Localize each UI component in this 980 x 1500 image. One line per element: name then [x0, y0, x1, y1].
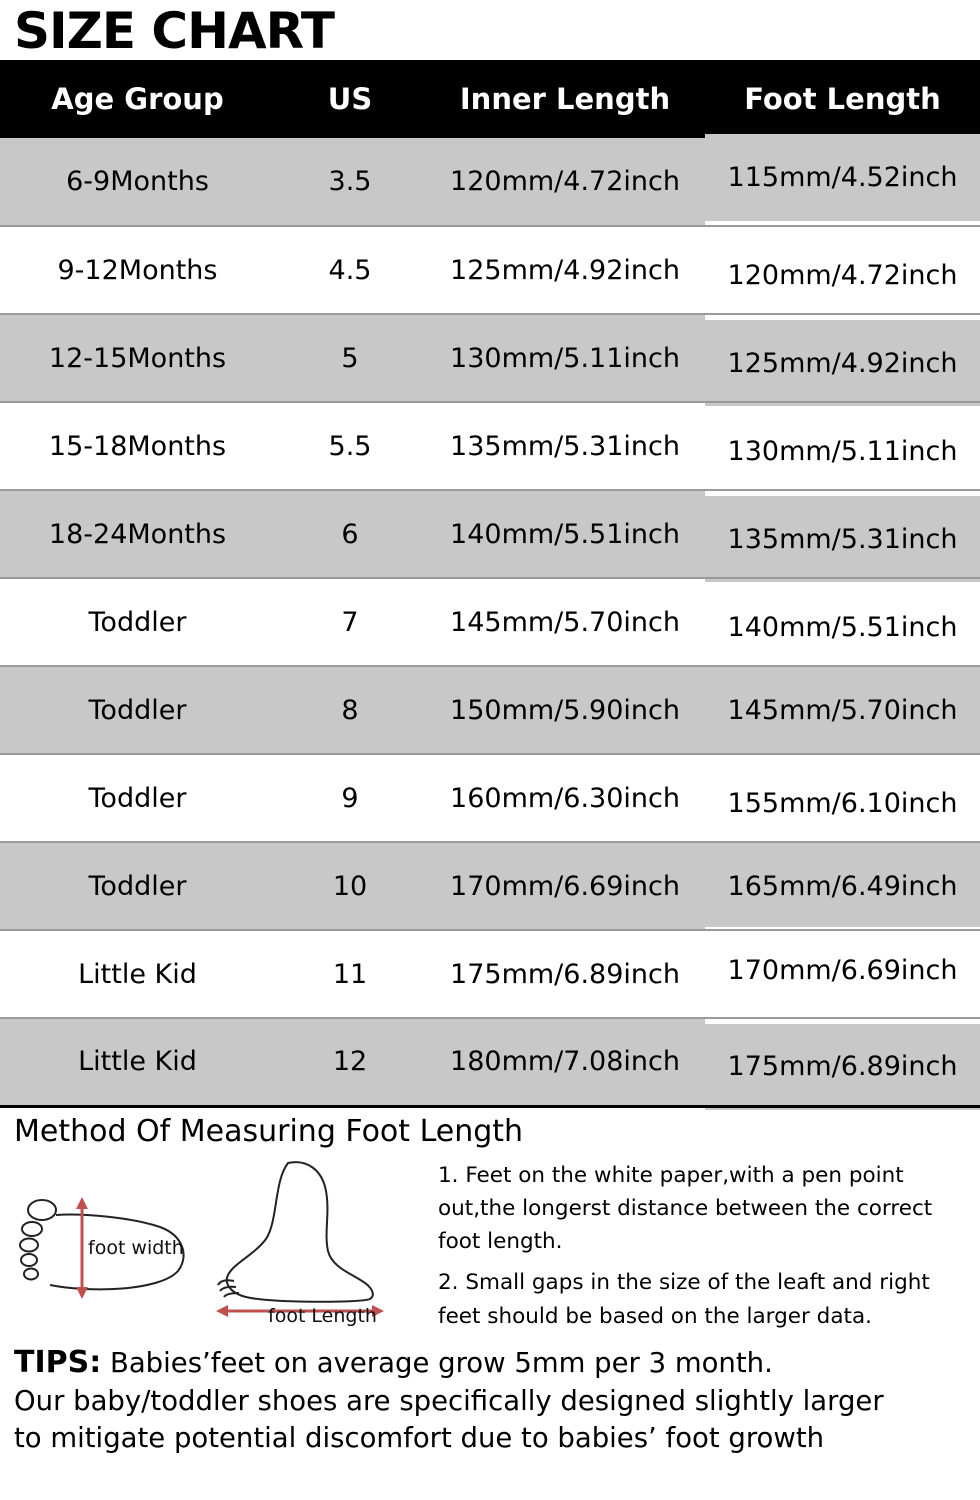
foot-length-diagram	[210, 1155, 415, 1325]
foot-diagrams	[10, 1155, 430, 1325]
cell-inner-length: 120mm/4.72inch	[425, 138, 705, 226]
cell-us: 9	[275, 754, 425, 842]
cell-foot-length: 115mm/4.52inch	[705, 134, 980, 222]
cell-us: 10	[275, 842, 425, 930]
tips-line-2: Our baby/toddler shoes are specifically designed slightly larger	[14, 1384, 884, 1417]
table-row	[0, 930, 980, 1018]
table-body	[0, 138, 980, 1106]
cell-age-group: Toddler	[0, 842, 275, 930]
table-row	[0, 314, 980, 402]
table-row	[0, 402, 980, 490]
size-chart-table	[0, 60, 980, 1108]
cell-age-group: 9-12Months	[0, 226, 275, 314]
cell-foot-length: 175mm/6.89inch	[705, 1023, 980, 1111]
cell-us: 12	[275, 1018, 425, 1106]
cell-us: 11	[275, 930, 425, 1018]
cell-inner-length: 170mm/6.69inch	[425, 842, 705, 930]
table-header	[0, 60, 980, 138]
cell-foot-length: 135mm/5.31inch	[705, 495, 980, 583]
table-header-row	[0, 60, 980, 138]
cell-us: 5.5	[275, 402, 425, 490]
cell-inner-length: 175mm/6.89inch	[425, 930, 705, 1018]
method-section	[0, 1151, 980, 1342]
cell-inner-length: 135mm/5.31inch	[425, 402, 705, 490]
cell-inner-length: 160mm/6.30inch	[425, 754, 705, 842]
cell-foot-length: 155mm/6.10inch	[705, 759, 980, 847]
cell-age-group: 12-15Months	[0, 314, 275, 402]
tips-text-1: Babies’feet on average grow 5mm per 3 month.	[109, 1347, 773, 1380]
cell-foot-length: 170mm/6.69inch	[705, 926, 980, 1014]
cell-age-group: 18-24Months	[0, 490, 275, 578]
cell-inner-length: 130mm/5.11inch	[425, 314, 705, 402]
foot-width-caption: foot width	[88, 1236, 184, 1259]
tips-label: TIPS:	[14, 1345, 102, 1381]
tips-line-1	[14, 1343, 970, 1383]
cell-age-group: 15-18Months	[0, 402, 275, 490]
cell-foot-length: 125mm/4.92inch	[705, 319, 980, 407]
cell-foot-length: 145mm/5.70inch	[705, 666, 980, 754]
column-header-inner-length: Inner Length	[459, 82, 671, 116]
cell-age-group: Little Kid	[0, 1018, 275, 1106]
column-header-foot-length: Foot Length	[744, 82, 941, 116]
note-2: 2. Small gaps in the size of the leaft and right feet should be based on the larger data.	[438, 1270, 930, 1329]
cell-foot-length: 165mm/6.49inch	[705, 842, 980, 930]
page-title: SIZE CHART	[14, 2, 335, 60]
cell-age-group: Toddler	[0, 754, 275, 842]
foot-width-diagram	[10, 1175, 210, 1325]
table-row	[0, 1018, 980, 1106]
table-row	[0, 490, 980, 578]
cell-foot-length: 140mm/5.51inch	[705, 583, 980, 671]
column-header-us: US	[327, 82, 373, 116]
cell-us: 6	[275, 490, 425, 578]
table-row	[0, 226, 980, 314]
cell-foot-length: 130mm/5.11inch	[705, 407, 980, 495]
method-heading: Method Of Measuring Foot Length	[14, 1113, 524, 1149]
cell-age-group: 6-9Months	[0, 138, 275, 226]
table-row	[0, 138, 980, 226]
note-1: 1. Feet on the white paper,with a pen point out,the longerst distance between the correct foot length.	[438, 1162, 933, 1255]
cell-inner-length: 150mm/5.90inch	[425, 666, 705, 754]
cell-us: 5	[275, 314, 425, 402]
cell-foot-length: 120mm/4.72inch	[705, 231, 980, 319]
table-row	[0, 754, 980, 842]
foot-length-caption: foot Length	[268, 1304, 377, 1327]
tips-line-3: to mitigate potential discomfort due to babies’ foot growth	[14, 1421, 825, 1454]
cell-inner-length: 140mm/5.51inch	[425, 490, 705, 578]
table-row	[0, 842, 980, 930]
table-row	[0, 666, 980, 754]
cell-us: 7	[275, 578, 425, 666]
foot-side-icon	[210, 1155, 415, 1325]
cell-age-group: Toddler	[0, 666, 275, 754]
cell-us: 3.5	[275, 138, 425, 226]
cell-us: 4.5	[275, 226, 425, 314]
tips-section	[0, 1341, 980, 1456]
cell-age-group: Toddler	[0, 578, 275, 666]
column-header-age-group: Age Group	[51, 82, 224, 116]
cell-inner-length: 125mm/4.92inch	[425, 226, 705, 314]
table-row	[0, 578, 980, 666]
cell-age-group: Little Kid	[0, 930, 275, 1018]
cell-us: 8	[275, 666, 425, 754]
cell-inner-length: 180mm/7.08inch	[425, 1018, 705, 1106]
cell-inner-length: 145mm/5.70inch	[425, 578, 705, 666]
measuring-notes	[430, 1155, 970, 1342]
